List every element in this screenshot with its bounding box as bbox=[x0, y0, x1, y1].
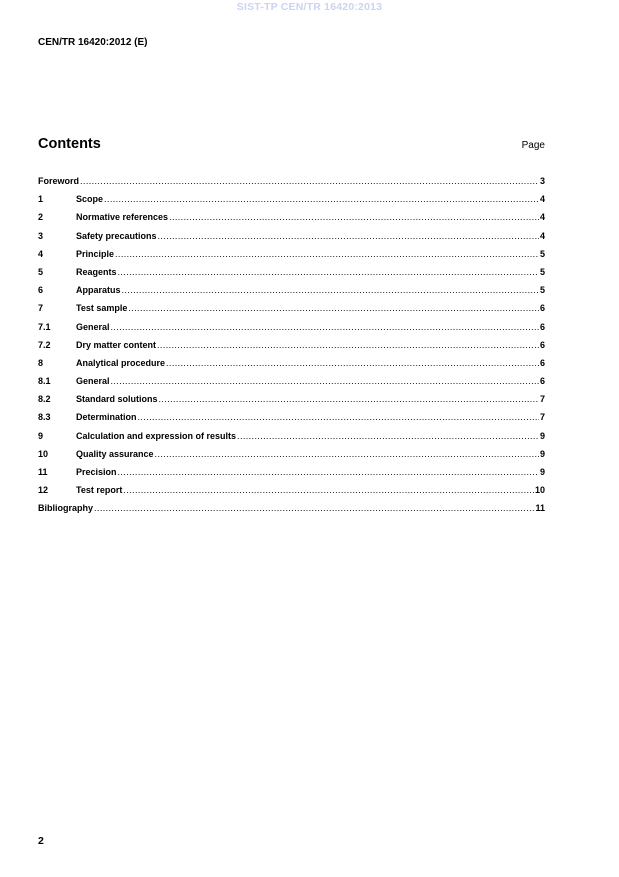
toc-entry[interactable] bbox=[38, 412, 545, 430]
toc-entry-number: 5 bbox=[38, 266, 44, 277]
toc-entry-title: Scope bbox=[76, 194, 104, 205]
toc-entry-page: 6 bbox=[539, 321, 545, 332]
toc-dot-leader bbox=[154, 449, 539, 459]
toc-entry-page: 6 bbox=[539, 339, 545, 350]
toc-entry-title: Calculation and expression of results bbox=[76, 430, 237, 441]
toc-entry-page: 5 bbox=[539, 248, 545, 259]
toc-dot-leader bbox=[117, 267, 539, 277]
toc-entry[interactable] bbox=[38, 249, 545, 267]
toc-entry-page: 4 bbox=[539, 194, 545, 205]
watermark: SIST-TP CEN/TR 16420:2013 bbox=[236, 1, 383, 13]
toc-dot-leader bbox=[117, 467, 539, 477]
toc-entry-title: Quality assurance bbox=[76, 448, 154, 459]
toc-entry-title: Bibliography bbox=[38, 503, 94, 514]
toc-entry-number: 10 bbox=[38, 448, 49, 459]
page-number: 2 bbox=[38, 835, 44, 847]
toc-dot-leader bbox=[157, 231, 539, 241]
toc-dot-leader bbox=[110, 322, 539, 332]
toc-entry-page: 7 bbox=[539, 412, 545, 423]
toc-entry[interactable] bbox=[38, 358, 545, 376]
page-column-label: Page bbox=[521, 140, 545, 151]
toc-entry-number: 8.1 bbox=[38, 376, 51, 387]
toc-entry-page: 4 bbox=[539, 230, 545, 241]
toc-entry[interactable] bbox=[38, 285, 545, 303]
toc-entry[interactable] bbox=[38, 467, 545, 485]
toc-entry-page: 7 bbox=[539, 394, 545, 405]
toc-entry-title: Normative references bbox=[76, 212, 169, 223]
toc-entry[interactable] bbox=[38, 376, 545, 394]
toc-entry[interactable] bbox=[38, 449, 545, 467]
contents-title: Contents bbox=[38, 136, 101, 152]
toc-dot-leader bbox=[137, 412, 539, 422]
toc-entry-title: Analytical procedure bbox=[76, 357, 166, 368]
toc-entry-title: Test sample bbox=[76, 303, 128, 314]
toc-entry-number: 6 bbox=[38, 285, 44, 296]
toc-entry-title: General bbox=[76, 376, 110, 387]
toc-entry-number: 8 bbox=[38, 357, 44, 368]
toc-entry[interactable] bbox=[38, 503, 545, 521]
toc-entry-title: General bbox=[76, 321, 110, 332]
toc-entry-page: 10 bbox=[534, 485, 545, 496]
toc-dot-leader bbox=[127, 303, 539, 313]
toc-entry-title: Reagents bbox=[76, 266, 117, 277]
toc-entry-page: 4 bbox=[539, 212, 545, 223]
toc-entry[interactable] bbox=[38, 176, 545, 194]
toc-entry-page: 9 bbox=[539, 430, 545, 441]
toc-entry[interactable] bbox=[38, 431, 545, 449]
toc-dot-leader bbox=[114, 249, 539, 259]
toc-entry-number: 2 bbox=[38, 212, 44, 223]
document-id: CEN/TR 16420:2012 (E) bbox=[38, 37, 148, 48]
toc-entry-number: 8.3 bbox=[38, 412, 51, 423]
toc-entry-number: 8.2 bbox=[38, 394, 51, 405]
toc-entry-page: 11 bbox=[535, 503, 545, 514]
toc-dot-leader bbox=[122, 485, 534, 495]
toc-entry-number: 12 bbox=[38, 485, 49, 496]
toc-entry-title: Dry matter content bbox=[76, 339, 157, 350]
toc-entry[interactable] bbox=[38, 231, 545, 249]
toc-dot-leader bbox=[158, 394, 539, 404]
toc-entry[interactable] bbox=[38, 194, 545, 212]
toc-entry-number: 11 bbox=[38, 467, 48, 477]
toc-entry-page: 6 bbox=[539, 357, 545, 368]
toc-entry-title: Standard solutions bbox=[76, 394, 158, 405]
toc-entry-title: Apparatus bbox=[76, 285, 121, 296]
toc-dot-leader bbox=[103, 194, 539, 204]
toc-entry[interactable] bbox=[38, 340, 545, 358]
toc-entry-title: Principle bbox=[76, 248, 115, 259]
toc-entry-number: 3 bbox=[38, 230, 44, 241]
toc-entry-title: Foreword bbox=[38, 176, 80, 186]
toc-entry[interactable] bbox=[38, 485, 545, 503]
toc-entry[interactable] bbox=[38, 303, 545, 321]
toc-entry-page: 9 bbox=[539, 467, 545, 477]
toc-entry-number: 7.2 bbox=[38, 339, 51, 350]
toc-entry-page: 5 bbox=[539, 266, 545, 277]
toc-entry[interactable] bbox=[38, 212, 545, 230]
toc-dot-leader bbox=[93, 503, 534, 513]
toc-dot-leader bbox=[79, 176, 539, 186]
toc-entry-number: 9 bbox=[38, 430, 44, 441]
toc-entry-title: Test report bbox=[76, 485, 123, 496]
toc-dot-leader bbox=[168, 212, 539, 222]
toc-dot-leader bbox=[165, 358, 539, 368]
toc-dot-leader bbox=[156, 340, 539, 350]
toc-entry-number: 4 bbox=[38, 248, 44, 259]
toc-entry-page: 3 bbox=[539, 176, 545, 186]
toc-dot-leader bbox=[236, 431, 539, 441]
toc-entry-title: Safety precautions bbox=[76, 230, 157, 241]
toc-entry-page: 6 bbox=[539, 376, 545, 387]
toc-dot-leader bbox=[121, 285, 539, 295]
toc-dot-leader bbox=[110, 376, 539, 386]
toc-entry-number: 7 bbox=[38, 303, 44, 314]
toc-entry-title: Precision bbox=[76, 467, 117, 477]
toc-entry-number: 7.1 bbox=[38, 321, 51, 332]
toc-entry[interactable] bbox=[38, 322, 545, 340]
toc-entry[interactable] bbox=[38, 394, 545, 412]
toc-entry-page: 5 bbox=[539, 285, 545, 296]
toc-entry-number: 1 bbox=[38, 194, 44, 205]
toc-entry-page: 9 bbox=[539, 448, 545, 459]
toc-entry-title: Determination bbox=[76, 412, 137, 423]
toc-entry-page: 6 bbox=[539, 303, 545, 314]
toc-entry[interactable] bbox=[38, 267, 545, 285]
table-of-contents bbox=[38, 176, 545, 522]
